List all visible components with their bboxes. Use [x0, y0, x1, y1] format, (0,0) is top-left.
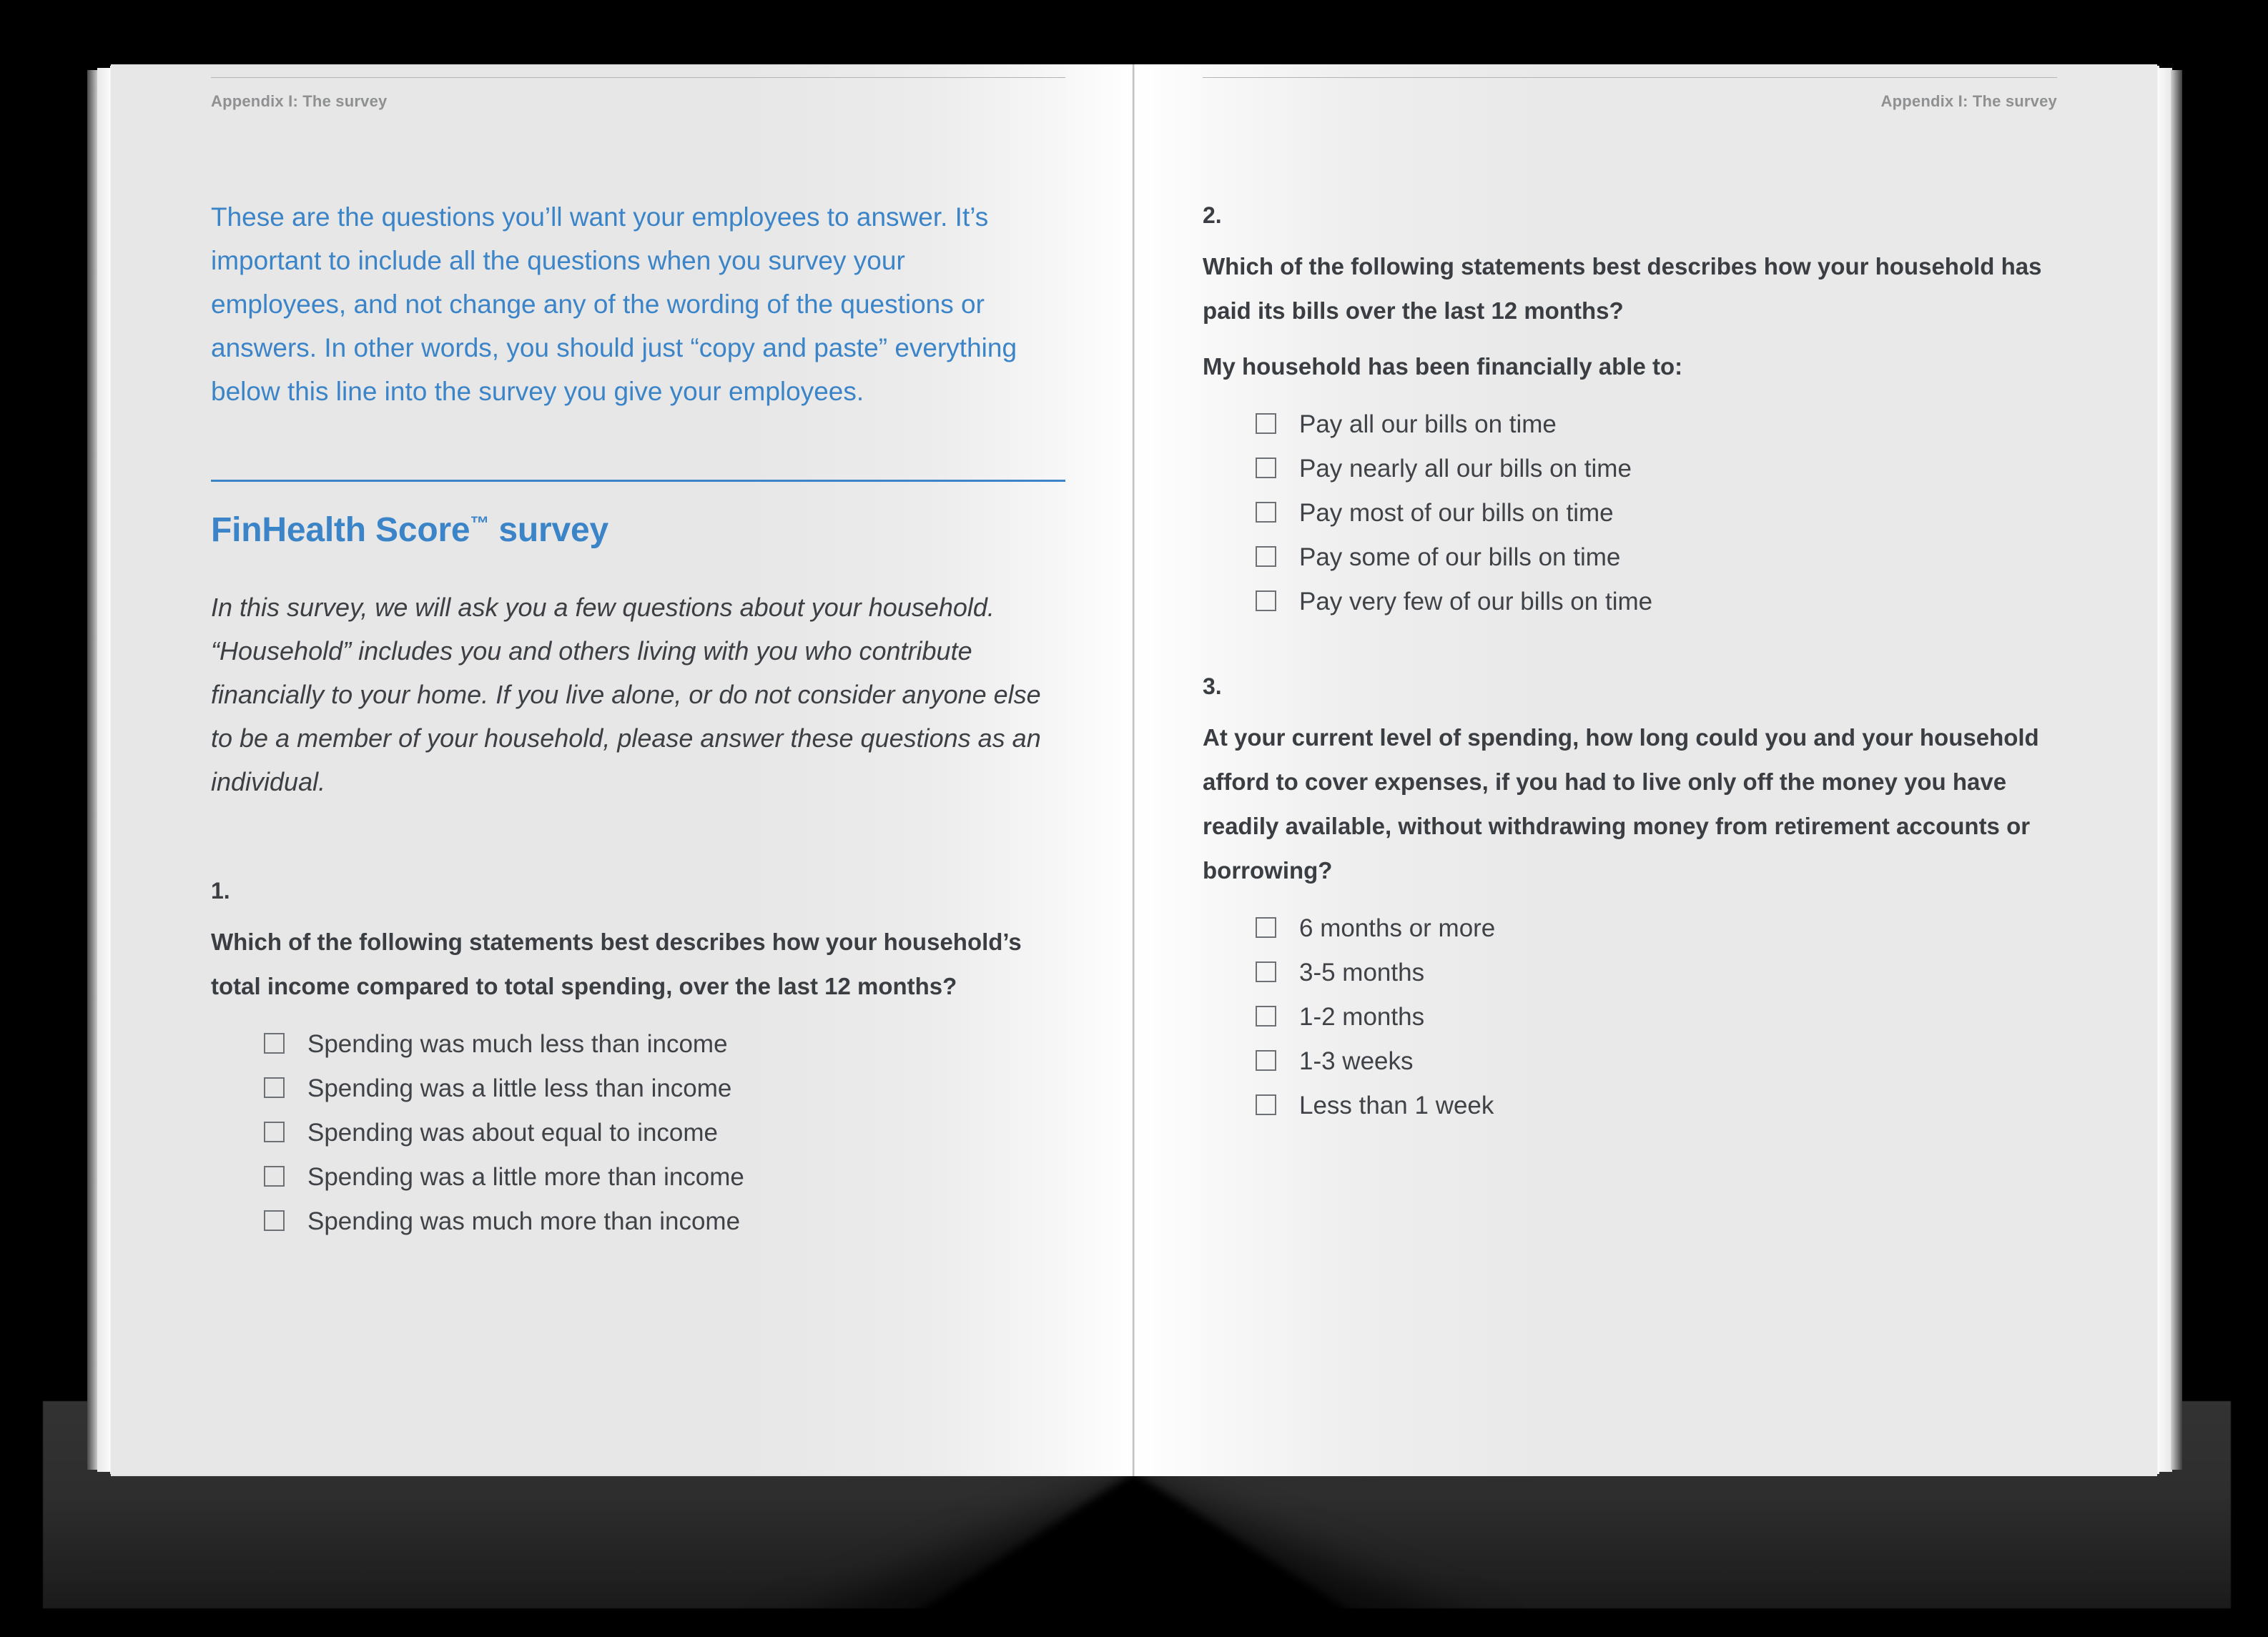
option-row[interactable] — [1256, 498, 2057, 529]
intro-paragraph-italic: In this survey, we will ask you a few questions about your household. “Household” includes you and others living with you who contribute financially to your home. If you live alone, or do not consider anyone else to be a member of your household, please answer these questions as an individual. — [211, 593, 1041, 796]
left-page — [111, 64, 1134, 1476]
running-head-left: Appendix I: The survey — [211, 92, 388, 110]
question-3-number: 3. — [1203, 673, 1222, 699]
question-1-options — [211, 1029, 1065, 1237]
option-row[interactable] — [264, 1117, 1065, 1149]
checkbox-icon[interactable] — [1256, 1094, 1276, 1115]
book-spread — [111, 64, 2157, 1476]
option-row[interactable] — [264, 1206, 1065, 1237]
option-row[interactable] — [1256, 1090, 2057, 1122]
option-label: Spending was about equal to income — [307, 1119, 719, 1147]
option-row[interactable] — [1256, 913, 2057, 944]
question-3-options — [1203, 913, 2057, 1122]
checkbox-icon[interactable] — [1256, 590, 1276, 611]
option-label: 3-5 months — [1299, 959, 1425, 986]
question-2 — [1203, 202, 2057, 618]
right-page — [1134, 64, 2157, 1476]
running-head-right: Appendix I: The survey — [1880, 92, 2057, 110]
option-row[interactable] — [264, 1073, 1065, 1104]
checkbox-icon[interactable] — [1256, 1050, 1276, 1071]
question-2-subtext: My household has been financially able to: — [1203, 353, 1683, 380]
option-label: Pay some of our bills on time — [1299, 543, 1621, 571]
checkbox-icon[interactable] — [264, 1166, 285, 1187]
question-2-number: 2. — [1203, 202, 1222, 228]
spine-shadow-notch — [877, 1473, 1391, 1637]
survey-title-suffix: survey — [489, 511, 608, 549]
option-label: Pay all our bills on time — [1299, 410, 1557, 438]
checkbox-icon[interactable] — [1256, 502, 1276, 523]
checkbox-icon[interactable] — [1256, 546, 1276, 567]
checkbox-icon[interactable] — [1256, 1006, 1276, 1027]
survey-title-main: FinHealth Score — [211, 511, 470, 549]
option-row[interactable] — [1256, 1002, 2057, 1033]
option-row[interactable] — [1256, 586, 2057, 618]
option-row[interactable] — [1256, 542, 2057, 573]
checkbox-icon[interactable] — [1256, 961, 1276, 982]
question-2-text: Which of the following statements best describes how your household has paid its bills over the last 12 months? — [1203, 253, 2042, 324]
book-gutter — [1133, 64, 1135, 1476]
option-label: Pay most of our bills on time — [1299, 499, 1614, 527]
section-rule-blue — [211, 480, 1065, 482]
header-rule — [211, 77, 1065, 78]
page-edge-leaf — [2171, 70, 2182, 1470]
option-row[interactable] — [264, 1029, 1065, 1060]
option-label: Spending was much more than income — [307, 1207, 741, 1235]
checkbox-icon[interactable] — [1256, 917, 1276, 938]
option-label: 6 months or more — [1299, 914, 1496, 942]
option-label: Pay very few of our bills on time — [1299, 588, 1653, 615]
checkbox-icon[interactable] — [264, 1210, 285, 1231]
survey-title — [211, 510, 1065, 550]
option-label: Pay nearly all our bills on time — [1299, 455, 1632, 483]
option-label: Spending was a little more than income — [307, 1163, 744, 1191]
option-label: 1-3 weeks — [1299, 1047, 1414, 1075]
checkbox-icon[interactable] — [1256, 413, 1276, 434]
option-label: 1-2 months — [1299, 1003, 1425, 1031]
question-3-text: At your current level of spending, how long could you and your household afford to cover expenses, if you had to live only off the money you have readily available, without withdrawing money from retirement accounts or borrowing? — [1203, 724, 2039, 884]
question-2-options — [1203, 409, 2057, 618]
checkbox-icon[interactable] — [264, 1033, 285, 1054]
checkbox-icon[interactable] — [1256, 458, 1276, 478]
question-1-text: Which of the following statements best describes how your household’s total income compared to total spending, over the last 12 months? — [211, 929, 1022, 999]
question-1 — [211, 878, 1065, 1237]
page-edge-leaf — [2158, 68, 2172, 1472]
option-label: Less than 1 week — [1299, 1092, 1494, 1119]
option-row[interactable] — [1256, 453, 2057, 485]
question-3 — [1203, 673, 2057, 1122]
option-row[interactable] — [1256, 957, 2057, 989]
checkbox-icon[interactable] — [264, 1122, 285, 1142]
intro-paragraph-blue: These are the questions you’ll want your employees to answer. It’s important to include all the questions when you survey your employees, and not change any of the wording of the questions or answers. In other words, you should just “copy and paste” everything below this line into the survey you give your employees. — [211, 202, 1017, 406]
checkbox-icon[interactable] — [264, 1077, 285, 1098]
option-label: Spending was a little less than income — [307, 1074, 732, 1102]
header-rule — [1203, 77, 2057, 78]
question-1-number: 1. — [211, 878, 230, 904]
page-edge-leaf — [97, 68, 112, 1472]
option-label: Spending was much less than income — [307, 1030, 728, 1058]
option-row[interactable] — [1256, 409, 2057, 440]
trademark-symbol: ™ — [470, 513, 490, 534]
option-row[interactable] — [264, 1162, 1065, 1193]
option-row[interactable] — [1256, 1046, 2057, 1077]
